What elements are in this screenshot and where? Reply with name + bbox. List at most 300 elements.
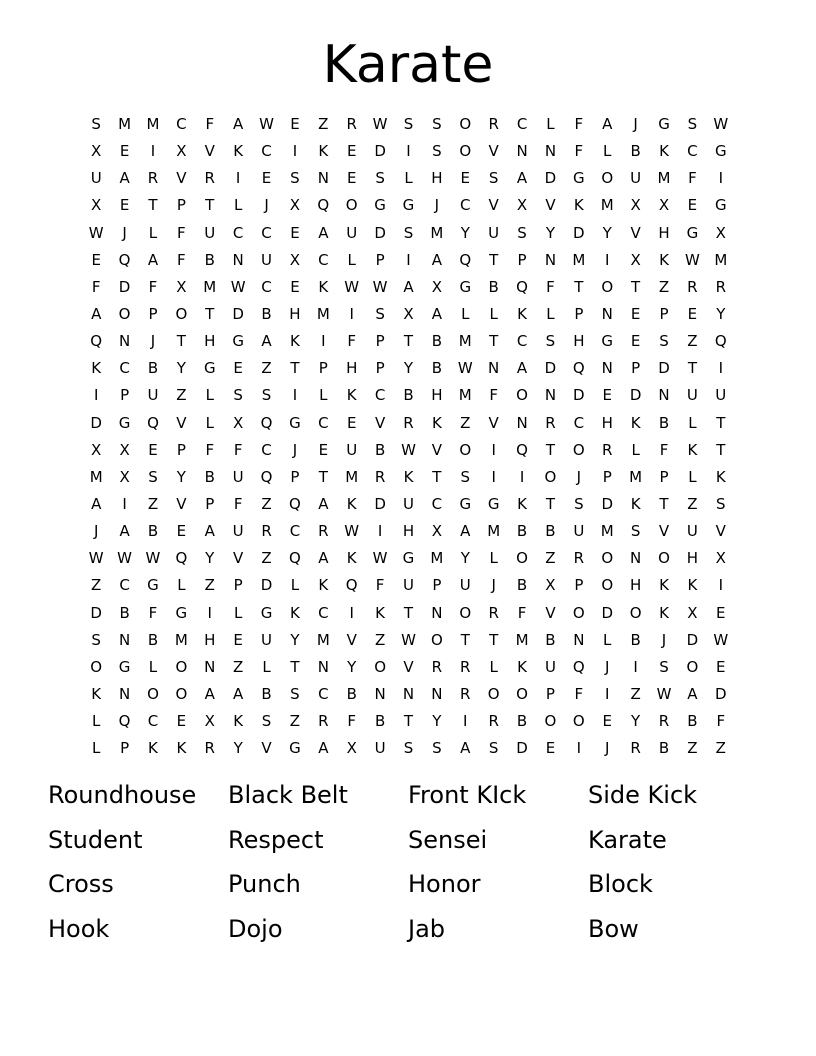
grid-letter: A [233, 684, 244, 703]
grid-letter: U [544, 657, 556, 676]
grid-letter: A [460, 522, 471, 541]
grid-letter: L [461, 304, 470, 323]
grid-letter: N [232, 250, 244, 269]
grid-letter: Q [714, 332, 727, 351]
grid-letter: D [90, 413, 102, 432]
grid-letter: B [374, 440, 386, 459]
grid-letter: T [631, 277, 641, 296]
grid-letter: F [546, 277, 555, 296]
grid-letter: N [516, 142, 528, 161]
grid-letter: Z [658, 277, 670, 296]
grid-letter: J [93, 522, 99, 541]
grid-letter: S [630, 522, 641, 541]
grid-letter: Y [432, 712, 442, 731]
grid-letter: Q [260, 413, 273, 432]
grid-letter: I [718, 359, 723, 378]
grid-letter: X [431, 277, 443, 296]
grid-letter: H [573, 332, 585, 351]
grid-letter: S [290, 684, 300, 703]
grid-letter: K [517, 657, 527, 676]
grid-letter: J [122, 223, 127, 242]
grid-letter: O [459, 440, 472, 459]
grid-letter: T [290, 657, 300, 676]
grid-letter: O [516, 684, 528, 703]
grid-letter: Z [374, 630, 386, 649]
grid-letter: B [658, 739, 670, 758]
grid-letter: B [346, 684, 357, 703]
grid-letter: T [290, 359, 300, 378]
grid-letter: F [148, 603, 158, 622]
grid-letter: Q [572, 657, 585, 676]
grid-letter: S [659, 332, 669, 351]
grid-letter: C [374, 386, 386, 405]
grid-letter: M [89, 467, 103, 486]
word-list-item: Block [588, 870, 653, 898]
grid-letter: K [346, 386, 357, 405]
grid-letter: R [460, 684, 471, 703]
grid-letter: K [630, 413, 641, 432]
grid-letter: Y [460, 549, 470, 568]
grid-letter: J [576, 467, 582, 486]
grid-letter: O [601, 169, 614, 188]
grid-letter: N [317, 657, 329, 676]
grid-letter: C [261, 142, 272, 161]
grid-letter: P [176, 440, 186, 459]
grid-letter: K [659, 603, 669, 622]
grid-letter: X [715, 549, 726, 568]
grid-letter: L [603, 630, 612, 649]
grid-letter: M [174, 630, 188, 649]
grid-letter: D [715, 684, 727, 703]
grid-letter: M [430, 223, 444, 242]
grid-letter: E [630, 304, 641, 323]
grid-letter: T [403, 332, 414, 351]
grid-letter: U [488, 223, 500, 242]
grid-letter: E [346, 142, 357, 161]
grid-letter: F [574, 142, 584, 161]
word-list-item: Punch [228, 870, 301, 898]
grid-letter: J [491, 576, 496, 595]
grid-letter: X [119, 467, 130, 486]
grid-letter: O [601, 277, 614, 296]
grid-letter: L [546, 115, 555, 133]
grid-letter: M [657, 169, 671, 188]
grid-letter: R [204, 169, 215, 188]
grid-letter: A [602, 115, 613, 133]
grid-letter: H [629, 576, 642, 595]
grid-letter: R [346, 115, 357, 133]
grid-letter: V [346, 630, 357, 649]
grid-letter: V [233, 549, 244, 568]
grid-letter: W [401, 630, 416, 649]
grid-letter: T [148, 196, 158, 215]
grid-letter: W [372, 549, 388, 568]
grid-letter: W [656, 684, 672, 703]
grid-letter: K [346, 549, 357, 568]
grid-letter: O [658, 549, 670, 568]
grid-letter: A [431, 250, 443, 269]
grid-letter: Z [261, 359, 272, 378]
grid-letter: O [487, 684, 500, 703]
grid-letter: F [347, 332, 357, 351]
grid-letter: K [659, 576, 669, 595]
grid-letter: Z [715, 739, 726, 758]
grid-letter: W [117, 549, 132, 568]
grid-letter: T [574, 277, 584, 296]
grid-letter: R [630, 739, 641, 758]
grid-letter: B [431, 359, 443, 378]
grid-letter: U [346, 223, 358, 242]
grid-letter: I [349, 304, 354, 323]
grid-letter: P [176, 196, 186, 215]
grid-letter: S [91, 115, 101, 133]
grid-letter: E [233, 630, 243, 649]
grid-letter: Z [687, 739, 698, 758]
grid-letter: B [516, 712, 528, 731]
grid-letter: B [516, 522, 528, 541]
grid-letter: A [318, 549, 329, 568]
grid-letter: U [630, 169, 642, 188]
grid-letter: K [318, 142, 329, 161]
grid-letter: G [459, 277, 472, 296]
grid-letter: X [176, 277, 187, 296]
grid-letter: P [574, 304, 584, 323]
word-list-item: Sensei [408, 825, 488, 854]
grid-letter: U [204, 223, 216, 242]
grid-letter: J [633, 115, 638, 133]
grid-letter: V [488, 413, 499, 432]
grid-letter: K [431, 413, 442, 432]
grid-letter: Q [572, 359, 585, 378]
grid-letter: B [147, 630, 159, 649]
grid-letter: N [601, 304, 613, 323]
grid-letter: K [290, 332, 300, 351]
grid-letter: I [349, 603, 354, 622]
grid-letter: R [460, 657, 471, 676]
grid-letter: F [148, 277, 158, 296]
grid-letter: P [318, 359, 328, 378]
grid-letter: Z [261, 494, 272, 513]
grid-letter: M [345, 467, 359, 486]
grid-letter: O [459, 142, 472, 161]
grid-letter: I [292, 142, 298, 161]
grid-letter: R [318, 522, 329, 541]
grid-letter: A [460, 739, 471, 758]
grid-letter: M [714, 250, 728, 269]
grid-letter: U [573, 522, 585, 541]
grid-letter: S [148, 467, 158, 486]
grid-letter: V [545, 196, 556, 215]
grid-letter: X [516, 196, 528, 215]
grid-letter: Z [460, 413, 471, 432]
grid-letter: W [372, 277, 388, 296]
grid-letter: A [119, 169, 130, 188]
grid-letter: F [233, 494, 243, 513]
grid-letter: V [176, 494, 187, 513]
grid-letter: S [659, 657, 669, 676]
grid-letter: K [517, 494, 527, 513]
grid-letter: B [545, 522, 556, 541]
word-list-item: Student [48, 825, 143, 854]
grid-letter: C [431, 494, 443, 513]
grid-letter: N [317, 169, 329, 188]
grid-letter: C [261, 440, 272, 459]
grid-letter: R [431, 657, 443, 676]
grid-letter: I [491, 440, 496, 459]
grid-letter: O [572, 440, 585, 459]
grid-letter: Q [289, 549, 301, 568]
grid-letter: W [145, 549, 161, 568]
grid-letter: B [687, 712, 698, 731]
grid-letter: D [516, 739, 528, 758]
grid-letter: S [432, 739, 442, 758]
grid-letter: O [572, 603, 585, 622]
grid-letter: E [318, 440, 329, 459]
grid-letter: I [519, 467, 525, 486]
grid-letter: M [458, 332, 472, 351]
grid-letter: F [517, 603, 527, 622]
grid-letter: G [289, 413, 301, 432]
grid-letter: N [118, 684, 131, 703]
grid-letter: Q [516, 277, 528, 296]
grid-letter: L [233, 196, 243, 215]
grid-letter: B [545, 630, 556, 649]
grid-letter: Y [602, 223, 612, 242]
grid-letter: Y [233, 739, 243, 758]
grid-letter: E [545, 739, 556, 758]
grid-letter: E [602, 712, 612, 731]
grid-letter: U [232, 522, 244, 541]
grid-letter: B [147, 522, 159, 541]
grid-letter: C [147, 712, 159, 731]
grid-letter: C [261, 223, 272, 242]
grid-letter: M [316, 630, 330, 649]
grid-letter: K [659, 142, 669, 161]
grid-letter: R [687, 277, 698, 296]
grid-letter: X [545, 576, 556, 595]
grid-letter: K [318, 277, 329, 296]
grid-letter: O [459, 603, 472, 622]
grid-letter: B [204, 250, 215, 269]
grid-letter: Q [459, 250, 472, 269]
letter-grid [82, 111, 735, 762]
grid-letter: G [374, 196, 386, 215]
grid-letter: X [630, 196, 641, 215]
grid-letter: K [346, 494, 357, 513]
grid-letter: N [118, 332, 131, 351]
grid-letter: T [403, 603, 414, 622]
grid-letter: A [318, 739, 329, 758]
grid-letter: M [600, 196, 614, 215]
word-list-item: Bow [588, 914, 639, 943]
grid-letter: A [516, 169, 528, 188]
grid-letter: P [120, 739, 130, 758]
grid-letter: W [713, 630, 729, 649]
word-list-item: Dojo [228, 914, 283, 943]
grid-letter: S [290, 169, 300, 188]
grid-letter: L [92, 739, 101, 758]
grid-letter: N [402, 684, 415, 703]
grid-letter: O [572, 712, 585, 731]
grid-letter: H [289, 304, 301, 323]
grid-letter: Y [290, 630, 300, 649]
grid-letter: S [517, 223, 527, 242]
grid-letter: A [403, 277, 414, 296]
grid-letter: I [93, 386, 99, 405]
grid-letter: C [318, 413, 329, 432]
grid-letter: Q [90, 332, 103, 351]
grid-letter: Q [260, 467, 273, 486]
grid-letter: K [375, 603, 386, 622]
grid-letter: S [460, 467, 471, 486]
grid-letter: K [659, 250, 669, 269]
grid-letter: S [233, 386, 243, 405]
grid-letter: U [374, 739, 386, 758]
grid-letter: S [91, 630, 101, 649]
grid-letter: E [602, 386, 612, 405]
grid-letter: V [545, 603, 556, 622]
grid-letter: X [289, 250, 301, 269]
grid-letter: E [290, 277, 300, 296]
grid-letter: Z [318, 115, 329, 133]
grid-letter: I [122, 494, 127, 513]
grid-letter: G [714, 142, 727, 161]
grid-letter: S [488, 739, 499, 758]
grid-letter: A [147, 250, 159, 269]
grid-letter: T [716, 413, 726, 432]
word-list-item: Side Kick [588, 781, 698, 809]
grid-letter: Z [176, 386, 187, 405]
grid-letter: G [658, 115, 670, 133]
grid-letter: D [374, 223, 386, 242]
grid-letter: M [487, 522, 501, 541]
grid-letter: N [601, 359, 613, 378]
grid-letter: N [544, 386, 557, 405]
grid-letter: G [118, 657, 131, 676]
grid-letter: Z [545, 549, 556, 568]
grid-letter: O [459, 115, 472, 133]
grid-letter: R [488, 712, 499, 731]
grid-letter: K [318, 576, 329, 595]
grid-letter: J [605, 657, 610, 676]
grid-letter: D [544, 169, 557, 188]
grid-letter: E [119, 196, 130, 215]
page-title: Karate [322, 35, 494, 95]
grid-letter: X [289, 196, 301, 215]
grid-letter: C [119, 359, 130, 378]
grid-letter: U [403, 576, 414, 595]
grid-letter: F [91, 277, 101, 296]
grid-letter: P [602, 467, 612, 486]
grid-letter: G [714, 196, 727, 215]
grid-letter: Y [347, 657, 357, 676]
grid-letter: W [230, 277, 246, 296]
grid-letter: V [715, 522, 726, 541]
grid-letter: Z [233, 657, 244, 676]
grid-letter: A [233, 115, 244, 133]
grid-letter: K [233, 712, 244, 731]
grid-letter: M [458, 386, 472, 405]
grid-letter: D [90, 603, 102, 622]
grid-letter: O [544, 467, 557, 486]
grid-letter: U [261, 250, 273, 269]
grid-letter: N [204, 657, 216, 676]
grid-letter: E [687, 196, 698, 215]
grid-letter: F [177, 223, 186, 242]
grid-letter: B [516, 576, 528, 595]
grid-letter: N [488, 359, 500, 378]
grid-letter: R [147, 169, 159, 188]
grid-letter: G [487, 494, 500, 513]
grid-letter: G [402, 549, 415, 568]
grid-letter: Q [317, 196, 330, 215]
grid-letter: V [431, 440, 443, 459]
grid-letter: Z [687, 494, 698, 513]
grid-letter: X [715, 223, 726, 242]
grid-letter: Z [289, 712, 301, 731]
grid-letter: R [602, 440, 613, 459]
grid-letter: E [290, 223, 300, 242]
grid-letter: I [207, 603, 212, 622]
grid-letter: L [404, 169, 413, 188]
grid-letter: C [318, 250, 329, 269]
grid-letter: M [118, 115, 132, 133]
grid-letter: C [119, 576, 130, 595]
grid-letter: I [377, 522, 383, 541]
grid-letter: M [430, 549, 444, 568]
grid-letter: N [630, 549, 642, 568]
grid-letter: G [147, 576, 159, 595]
grid-letter: A [687, 684, 698, 703]
word-list-item: Cross [48, 870, 114, 898]
grid-letter: G [686, 223, 699, 242]
grid-letter: C [318, 603, 329, 622]
grid-letter: R [488, 603, 499, 622]
grid-letter: G [175, 603, 188, 622]
grid-letter: S [261, 712, 272, 731]
grid-letter: X [346, 739, 357, 758]
grid-letter: S [375, 304, 385, 323]
grid-letter: K [573, 196, 584, 215]
grid-letter: L [489, 657, 498, 676]
grid-letter: R [318, 712, 329, 731]
grid-letter: W [344, 277, 360, 296]
grid-letter: L [233, 603, 243, 622]
grid-letter: R [488, 115, 499, 133]
grid-letter: U [346, 440, 358, 459]
grid-letter: Y [176, 359, 186, 378]
grid-letter: N [431, 684, 443, 703]
grid-letter: V [261, 739, 272, 758]
grid-letter: D [260, 576, 273, 595]
grid-letter: Z [91, 576, 102, 595]
grid-letter: D [374, 494, 386, 513]
grid-letter: I [576, 739, 582, 758]
grid-letter: A [204, 522, 215, 541]
grid-letter: G [118, 413, 131, 432]
grid-letter: N [516, 413, 528, 432]
grid-letter: T [489, 250, 499, 269]
grid-letter: O [147, 684, 159, 703]
grid-letter: K [630, 494, 641, 513]
grid-letter: X [119, 440, 130, 459]
grid-letter: Z [147, 494, 159, 513]
grid-letter: E [261, 169, 272, 188]
grid-letter: I [633, 657, 638, 676]
grid-letter: I [718, 576, 723, 595]
grid-letter: O [374, 657, 386, 676]
grid-letter: K [687, 440, 698, 459]
